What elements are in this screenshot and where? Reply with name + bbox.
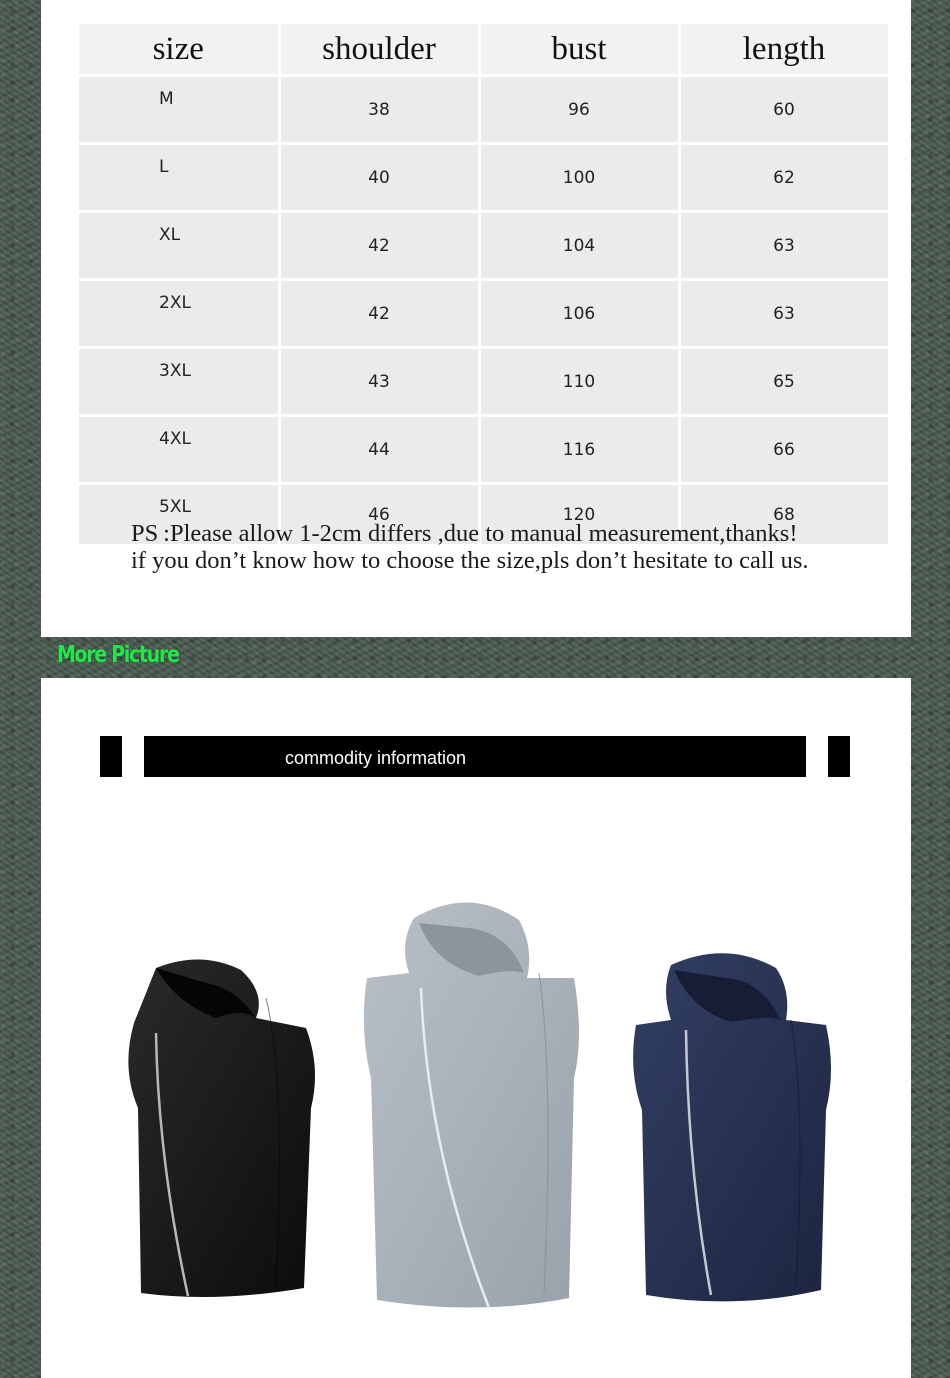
header-bust: bust (479, 24, 679, 76)
cell-bust: 120 (479, 484, 679, 546)
table-row (79, 416, 889, 484)
cell-bust: 116 (479, 416, 679, 484)
cell-bust: 96 (479, 76, 679, 144)
commodity-panel (41, 678, 911, 1378)
table-row (79, 212, 889, 280)
commodity-title: commodity information (285, 748, 467, 768)
cell-size: 2XL (79, 280, 279, 348)
cell-size: M (79, 76, 279, 144)
navy-vest-image (626, 950, 836, 1310)
note-line-2: if you don’t know how to choose the size,pls don’t hesitate to call us. (131, 547, 809, 574)
cell-shoulder: 42 (279, 212, 479, 280)
cell-bust: 106 (479, 280, 679, 348)
cell-size: 3XL (79, 348, 279, 416)
cell-length: 62 (679, 144, 889, 212)
note-line-1: PS :Please allow 1-2cm differs ,due to manual measurement,thanks! (131, 520, 798, 547)
cell-length: 65 (679, 348, 889, 416)
header-length: length (679, 24, 889, 76)
size-table (79, 24, 891, 547)
cell-length: 63 (679, 212, 889, 280)
table-row (79, 280, 889, 348)
cell-shoulder: 44 (279, 416, 479, 484)
cell-length: 68 (679, 484, 889, 546)
cell-shoulder: 40 (279, 144, 479, 212)
cell-bust: 104 (479, 212, 679, 280)
cell-size: XL (79, 212, 279, 280)
size-chart-panel (41, 0, 911, 637)
header-size: size (79, 24, 279, 76)
bar-right-block (828, 736, 850, 777)
cell-size: 5XL (79, 484, 279, 546)
bar-left-block (100, 736, 122, 777)
table-row (79, 348, 889, 416)
more-picture-label: More Picture (57, 642, 179, 668)
black-vest-image (116, 958, 326, 1303)
cell-length: 66 (679, 416, 889, 484)
header-shoulder: shoulder (279, 24, 479, 76)
cell-bust: 100 (479, 144, 679, 212)
size-note (131, 520, 901, 574)
cell-length: 60 (679, 76, 889, 144)
cell-shoulder: 43 (279, 348, 479, 416)
cell-size: 4XL (79, 416, 279, 484)
cell-shoulder: 38 (279, 76, 479, 144)
cell-shoulder: 46 (279, 484, 479, 546)
size-table-header (79, 24, 889, 76)
table-row (79, 144, 889, 212)
cell-length: 63 (679, 280, 889, 348)
commodity-title-bar (144, 736, 806, 777)
cell-shoulder: 42 (279, 280, 479, 348)
table-row (79, 76, 889, 144)
cell-size: L (79, 144, 279, 212)
cell-bust: 110 (479, 348, 679, 416)
gray-vest-image (359, 898, 584, 1313)
